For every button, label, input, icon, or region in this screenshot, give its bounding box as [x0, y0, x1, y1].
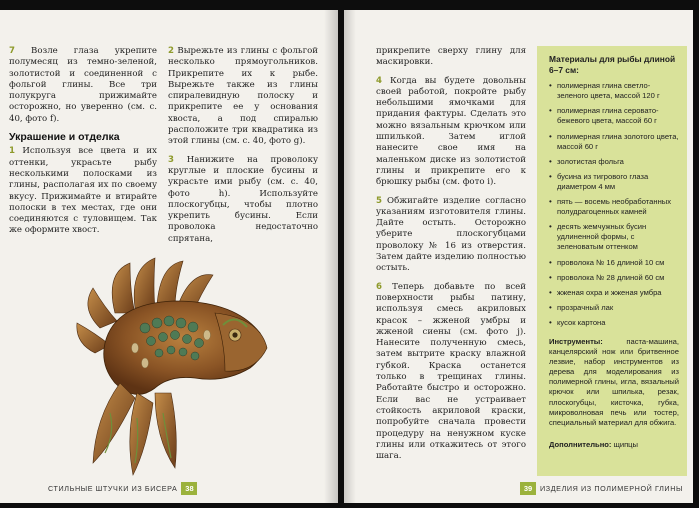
list-item: • проволока № 28 длиной 60 см — [549, 273, 679, 283]
step-number: 4 — [376, 75, 382, 86]
right-page — [344, 10, 693, 503]
left-page — [0, 10, 338, 503]
running-title: ИЗДЕЛИЯ ИЗ ПОЛИМЕРНОЙ ГЛИНЫ — [540, 484, 683, 493]
running-title: СТИЛЬНЫЕ ШТУЧКИ ИЗ БИСЕРА — [48, 484, 178, 493]
step-continuation: прикрепите сверху глину для маскировки. — [376, 46, 526, 68]
list-item: • полимерная глина золотого цвета, массой 60 г — [549, 132, 679, 152]
footer-right — [520, 482, 683, 495]
tools-text: паста-машина, канцелярский нож или бритвенное лезвие, набор инструментов из дерева для моделирования из полимерной глины, игла, вязальный крючок или шпилька, резак, плоскогубцы, кисточка, губка, микроволновая печь или тостер, специальный материал для обжига. — [549, 336, 679, 427]
step-2 — [168, 46, 318, 148]
list-item: • золотистая фольга — [549, 157, 679, 167]
page-number: 38 — [181, 482, 197, 495]
materials-list — [549, 81, 679, 328]
extra-text: щипцы — [613, 439, 638, 449]
step-number: 6 — [376, 281, 382, 292]
step-number: 2 — [168, 46, 174, 56]
left-column-2 — [168, 46, 318, 252]
step-3 — [168, 155, 318, 245]
step-6 — [376, 282, 526, 463]
list-item: • кусок картона — [549, 318, 679, 328]
list-item: • полимерная глина серовато-бежевого цвета, массой 60 г — [549, 106, 679, 126]
gutter-shadow — [344, 10, 356, 503]
tools-block — [549, 337, 679, 428]
list-item: • полимерная глина светло-зеленого цвета, массой 120 г — [549, 81, 679, 101]
tools-label: Инструменты: — [549, 336, 603, 346]
gutter-shadow — [324, 10, 338, 503]
step-number: 7 — [9, 46, 15, 56]
list-item: • бусина из тигрового глаза диаметром 4 мм — [549, 172, 679, 192]
left-column-1 — [9, 46, 157, 244]
step-number: 3 — [168, 154, 174, 165]
list-item: • пять — восемь необработанных полудрагоценных камней — [549, 197, 679, 217]
step-text: Когда вы будете довольны своей работой, покройте рыбу небольшими ямочками для придания фактуры. Сделать это можно вязальным крючком или шпилькой. Затем иглой нанесите свое имя на маленьком диске из золотистой глины и прикрепите его к брюшку рыбы (см. фото i). — [376, 75, 527, 188]
step-text: Нанижите на проволоку круглые и плоские бусины и украсьте ими рыбу (см. с. 40, фото h). Используйте плоскогубцы, чтобы плотно укрепить бусины. Если проволока недостаточно спрятана, — [168, 154, 318, 244]
step-number: 5 — [376, 195, 382, 206]
materials-sidebar — [537, 46, 687, 476]
section-title: Украшение и отделка — [9, 131, 120, 144]
list-item: • прозрачный лак — [549, 303, 679, 313]
step-text: Обжигайте изделие согласно указаниям изготовителя глины. Дайте остыть. Осторожно уберите плоскогубцами проволоку № 16 из отверстия. Затем дайте изделию полностью остыть. — [376, 195, 526, 274]
step-text: Вырежьте из глины с фольгой несколько прямоугольников. Прикрепите их к рыбе. Вырежьте также из глины спиралевидную полоску и прикрепите ее у основания хвоста, а под спиралью расположите три квадратика из этой глины (см. с. 40, фото g). — [168, 46, 318, 147]
extra-label: Дополнительно: — [549, 439, 612, 449]
step-1 — [9, 146, 157, 236]
fish-photo — [75, 253, 275, 478]
materials-heading: Материалы для рыбы длиной 6–7 см: — [549, 54, 676, 75]
step-text: Используя все цвета и их оттенки, украсьте рыбу несколькими полосками из глины, располагая их по своему вкусу. Прижимайте и втирайте полоски в тех местах, где они соединяются с туловищем. Так же оформите хвост. — [9, 146, 158, 236]
step-number: 1 — [9, 146, 15, 157]
list-item: • проволока № 16 длиной 10 см — [549, 258, 679, 268]
step-5 — [376, 196, 526, 275]
list-item: • десять жемчужных бусин удлиненной формы, с зеленоватым оттенком — [549, 222, 679, 252]
step-text: Возле глаза укрепите полумесяц из темно-зеленой, золотистой и соединенной с фольгой глины. Все три полукруга прижимайте осторожно, но уверенно (см. с. 40, фото f). — [9, 46, 157, 124]
right-column — [376, 46, 526, 469]
list-item: • жженая охра и жженая умбра — [549, 288, 679, 298]
page-number: 39 — [520, 482, 536, 495]
extra-block — [549, 440, 679, 450]
footer-left — [48, 482, 197, 495]
step-4 — [376, 76, 526, 189]
step-7 — [9, 46, 157, 125]
step-text: Теперь добавьте по всей поверхности рыбы патину, используя смесь акриловых красок – жженой умбры и жженой сиены (см. фото j). Нанесите полученную смесь, затем вытрите краску влажной губкой. Краска останется только в трещинах глины. Работайте быстро и осторожно. Если вас не устраивает стойкость акриловой краски, попробуйте сначала провести процедуру на ненужном куске глины или откажитесь от этого шага. — [376, 281, 526, 462]
